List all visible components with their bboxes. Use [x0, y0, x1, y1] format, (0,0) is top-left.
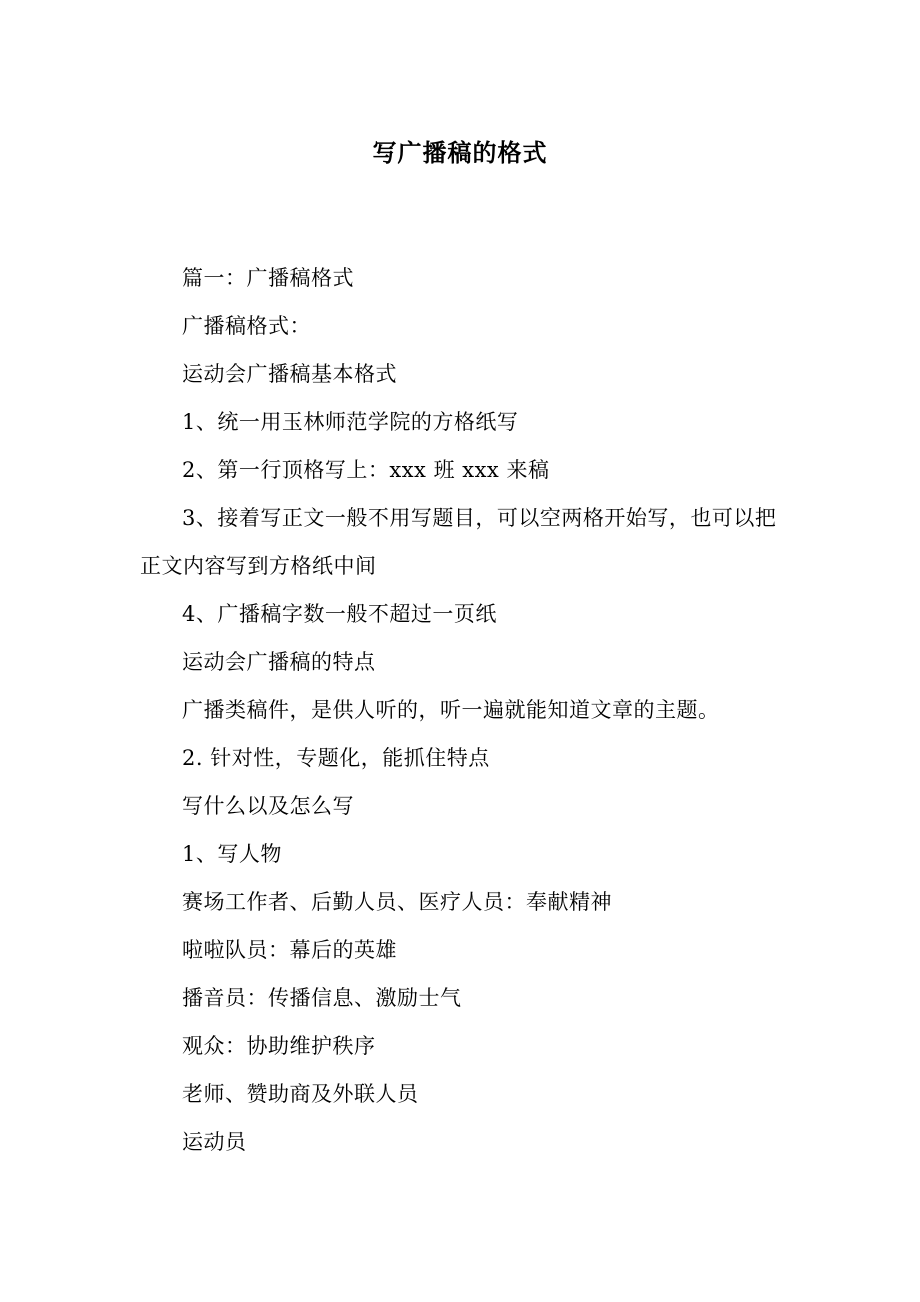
paragraph: 1、统一用玉林师范学院的方格纸写 [182, 410, 519, 434]
paragraph: 写什么以及怎么写 [182, 794, 354, 818]
document-body [140, 254, 790, 1166]
paragraph: 运动会广播稿的特点 [182, 650, 376, 674]
paragraph: 2、第一行顶格写上：xxx 班 xxx 来稿 [182, 458, 550, 482]
document-title: 写广播稿的格式 [372, 139, 548, 167]
paragraph: 赛场工作者、后勤人员、医疗人员：奉献精神 [182, 890, 612, 914]
paragraph: 3、接着写正文一般不用写题目，可以空两格开始写，也可以把正文内容写到方格纸中间 [140, 506, 777, 578]
paragraph: 老师、赞助商及外联人员 [182, 1082, 419, 1106]
paragraph: 运动员 [182, 1130, 247, 1154]
paragraph: 运动会广播稿基本格式 [182, 362, 397, 386]
paragraph: 广播稿格式： [182, 314, 311, 338]
paragraph: 广播类稿件，是供人听的，听一遍就能知道文章的主题。 [182, 698, 720, 722]
paragraph: 2. 针对性，专题化，能抓住特点 [182, 746, 490, 770]
paragraph: 观众：协助维护秩序 [182, 1034, 376, 1058]
paragraph: 4、广播稿字数一般不超过一页纸 [182, 602, 497, 626]
paragraph: 篇一：广播稿格式 [182, 266, 354, 290]
paragraph: 1、写人物 [182, 842, 282, 866]
paragraph: 播音员：传播信息、激励士气 [182, 986, 462, 1010]
paragraph: 啦啦队员：幕后的英雄 [182, 938, 397, 962]
